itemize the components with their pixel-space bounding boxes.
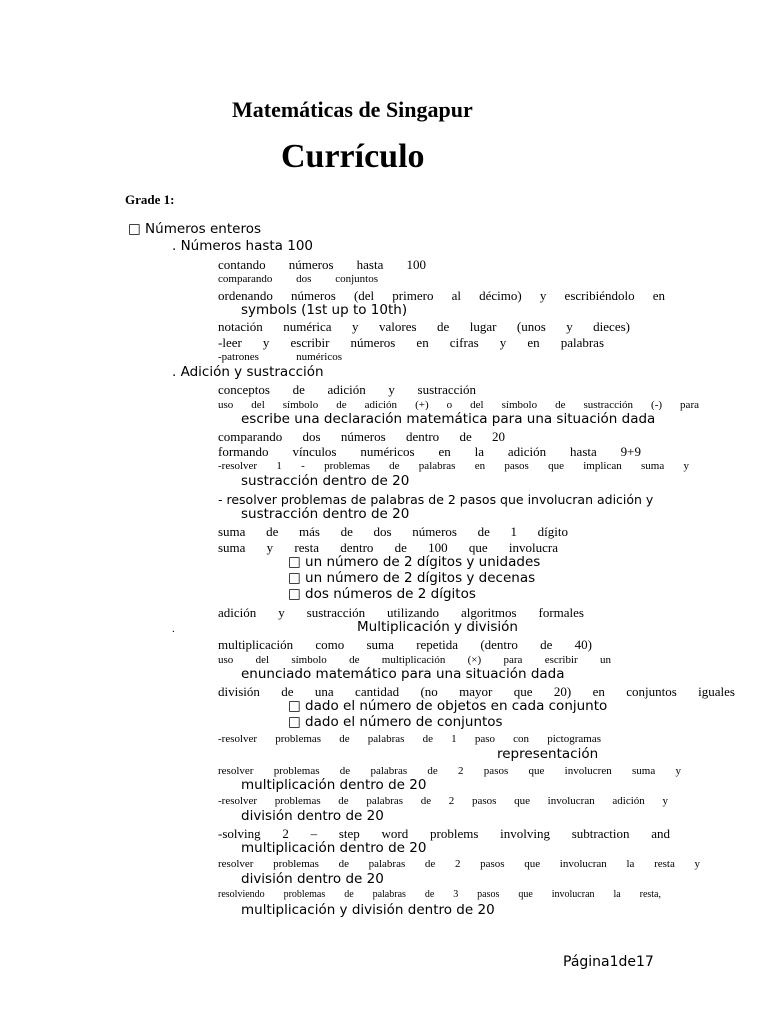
- list-item-continuation: división dentro de 20: [241, 871, 384, 887]
- list-item: uso del símbolo de multiplicación (×) para escribir un: [218, 655, 611, 666]
- section-heading: □ Números enteros: [128, 221, 262, 237]
- subsection-heading: Multiplicación y división: [357, 619, 518, 635]
- list-item: -resolver problemas de palabras de 2 pasos que involucran adición y: [218, 796, 668, 807]
- list-item-continuation: multiplicación dentro de 20: [241, 840, 427, 856]
- bullet-item: □ dado el número de objetos en cada conjunto: [288, 698, 608, 714]
- list-item-continuation: symbols (1st up to 10th): [241, 302, 408, 318]
- list-item: contando números hasta 100: [218, 258, 426, 272]
- bullet-item: □ un número de 2 dígitos y unidades: [288, 554, 541, 570]
- list-item: comparando dos conjuntos: [218, 274, 378, 285]
- list-item: adición y sustracción utilizando algoritmos formales: [218, 606, 584, 620]
- list-item: -leer y escribir números en cifras y en palabras: [218, 336, 604, 350]
- subsection-heading: . Números hasta 100: [172, 238, 314, 254]
- list-item: -resolver 1 - problemas de palabras en pasos que implican suma y: [218, 461, 689, 472]
- document-title: Matemáticas de Singapur: [232, 97, 473, 122]
- document-subtitle: Currículo: [281, 138, 425, 175]
- list-item: conceptos de adición y sustracción: [218, 383, 476, 397]
- subsection-heading: . Adición y sustracción: [172, 364, 324, 380]
- list-item: resolviendo problemas de palabras de 3 pasos que involucran la resta,: [218, 890, 661, 900]
- bullet-item: □ dos números de 2 dígitos: [288, 586, 476, 602]
- list-item: división de una cantidad (no mayor que 20) en conjuntos iguales: [218, 685, 735, 699]
- page-number: Página1de17: [563, 954, 654, 970]
- list-item: -resolver problemas de palabras de 1 paso con pictogramas: [218, 734, 601, 745]
- list-item: resolver problemas de palabras de 2 pasos que involucren suma y: [218, 766, 681, 777]
- list-item-continuation: sustracción dentro de 20: [241, 506, 410, 522]
- list-item-continuation: multiplicación dentro de 20: [241, 777, 427, 793]
- list-item: multiplicación como suma repetida (dentro de 40): [218, 638, 592, 652]
- list-item: formando vínculos numéricos en la adición hasta 9+9: [218, 445, 641, 459]
- subsection-marker: .: [172, 623, 175, 635]
- grade-heading: Grade 1:: [125, 192, 175, 207]
- list-item-continuation: enunciado matemático para una situación dada: [241, 666, 565, 682]
- list-item: suma de más de dos números de 1 dígito: [218, 525, 568, 539]
- list-item-continuation: representación: [497, 746, 599, 762]
- list-item-continuation: escribe una declaración matemática para una situación dada: [241, 411, 656, 427]
- bullet-item: □ un número de 2 dígitos y decenas: [288, 570, 536, 586]
- list-item-continuation: sustracción dentro de 20: [241, 473, 410, 489]
- list-item: suma y resta dentro de 100 que involucra: [218, 541, 558, 555]
- list-item: -solving 2 – step word problems involving subtraction and: [218, 827, 670, 841]
- bullet-item: □ dado el número de conjuntos: [288, 714, 503, 730]
- list-item: resolver problemas de palabras de 2 pasos que involucran la resta y: [218, 859, 700, 870]
- list-item: comparando dos números dentro de 20: [218, 430, 505, 444]
- list-item-continuation: división dentro de 20: [241, 808, 384, 824]
- list-item: - resolver problemas de palabras de 2 pasos que involucran adición y: [218, 492, 654, 507]
- list-item: ordenando números (del primero al décimo) y escribiéndolo en: [218, 289, 665, 303]
- list-item-continuation: multiplicación y división dentro de 20: [241, 902, 495, 918]
- list-item: uso del símbolo de adición (+) o del símbolo de sustracción (-) para: [218, 400, 699, 411]
- list-item: notación numérica y valores de lugar (unos y dieces): [218, 320, 630, 334]
- list-item: -patrones numéricos: [218, 352, 342, 363]
